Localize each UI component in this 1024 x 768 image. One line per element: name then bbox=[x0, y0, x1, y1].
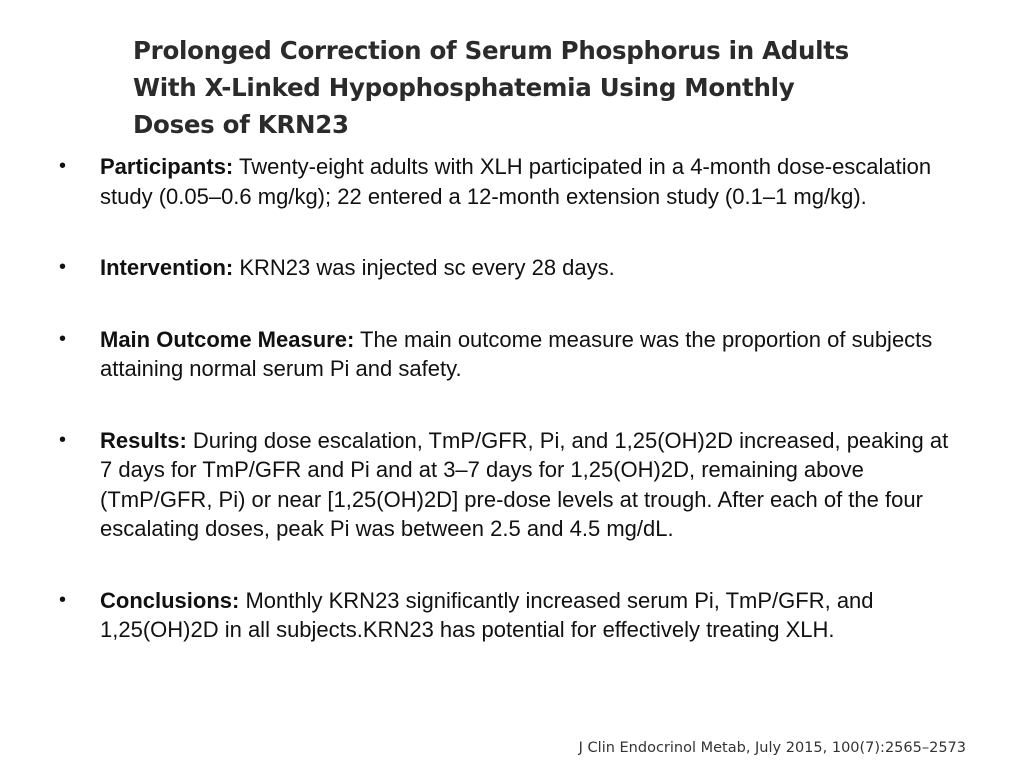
bullet-text: The main outcome measure was the proportion of subjects attaining normal serum Pi and safety. bbox=[100, 326, 933, 381]
bullet-text: Twenty-eight adults with XLH participated in a 4-month dose-escalation study (0.05–0.6 mg/kg); 22 entered a 12-month extension study (0.1–1 mg/kg). bbox=[100, 154, 932, 209]
bullet-list bbox=[56, 152, 956, 645]
slide-title bbox=[133, 32, 933, 143]
title-line: Prolonged Correction of Serum Phosphorus in Adults bbox=[133, 36, 849, 65]
bullet-icon: • bbox=[59, 155, 67, 177]
bullet-text: During dose escalation, TmP/GFR, Pi, and 1,25(OH)2D increased, peaking at 7 days for TmP/GFR and Pi and at 3–7 days for 1,25(OH)2D, remaining above (TmP/GFR, Pi) or near [1,25(OH)2D] pre-dose levels at trough. After each of the four escalating doses, peak Pi was between 2.5 and 4.5 mg/dL. bbox=[100, 427, 949, 541]
bullet-label: Intervention: bbox=[100, 255, 234, 280]
bullet-icon: • bbox=[59, 256, 67, 278]
title-line: With X-Linked Hypophosphatemia Using Monthly bbox=[133, 73, 795, 102]
bullet-text: Monthly KRN23 significantly increased serum Pi, TmP/GFR, and 1,25(OH)2D in all subjects.KRN23 has potential for effectively treating XLH. bbox=[100, 587, 874, 642]
bullet-label: Participants: bbox=[100, 154, 234, 179]
bullet-main-outcome bbox=[56, 325, 956, 384]
bullet-label: Results: bbox=[100, 427, 187, 453]
bullet-icon: • bbox=[59, 588, 67, 611]
bullet-intervention bbox=[56, 253, 956, 283]
bullet-label: Main Outcome Measure: bbox=[100, 326, 355, 352]
bullet-conclusions bbox=[56, 586, 956, 645]
bullet-text: KRN23 was injected sc every 28 days. bbox=[239, 255, 615, 280]
title-line: Doses of KRN23 bbox=[133, 110, 349, 139]
bullet-icon: • bbox=[59, 428, 67, 451]
citation: J Clin Endocrinol Metab, July 2015, 100(7):2565–2573 bbox=[578, 740, 966, 756]
bullet-participants bbox=[56, 152, 956, 211]
bullet-results bbox=[56, 426, 956, 544]
bullet-icon: • bbox=[59, 327, 67, 350]
bullet-label: Conclusions: bbox=[100, 587, 240, 613]
